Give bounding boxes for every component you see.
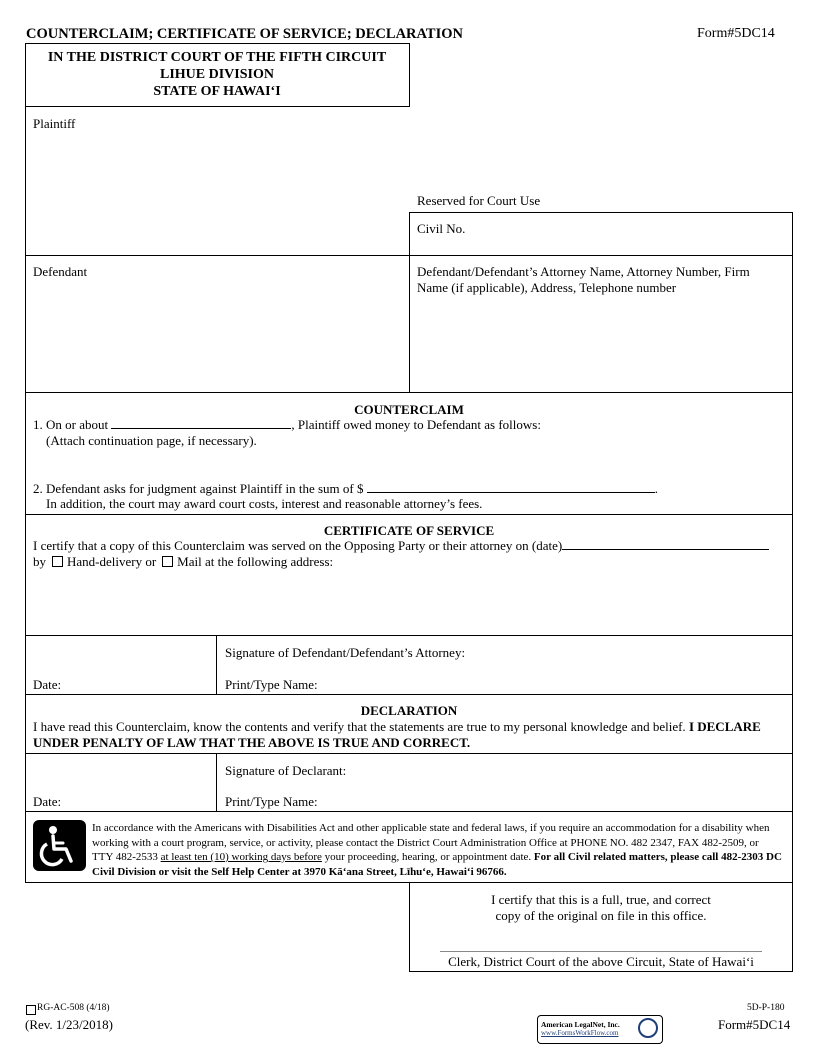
item2-note: In addition, the court may award court costs, interest and reasonable attorney’s fees. xyxy=(46,496,483,511)
court-line-3: STATE OF HAWAI‘I xyxy=(153,84,281,99)
hand-delivery-checkbox[interactable] xyxy=(52,556,63,567)
court-heading xyxy=(25,49,409,100)
defendant-label: Defendant xyxy=(33,264,88,279)
form-title: COUNTERCLAIM; CERTIFICATE OF SERVICE; DECLARATION xyxy=(26,26,463,42)
footer-code: 5D-P-180 xyxy=(747,1003,785,1013)
certificate-text: I certify that a copy of this Counterclaim was served on the Opposing Party or their attorney on (date) xyxy=(33,538,563,553)
left-border xyxy=(25,43,26,883)
service-method xyxy=(33,554,333,570)
counterclaim-heading: COUNTERCLAIM xyxy=(354,402,464,417)
item1-text-a: 1. On or about xyxy=(33,417,109,432)
item2-text-b: . xyxy=(654,481,658,496)
ada-notice: In accordance with the Americans with Disabilities Act and other applicable state and federal laws, if you require an accommodation for a disability when working with a court program, service, or activity, please contact the District Court Administration Office at PHONE NO. 482 2347, FAX 482-2509, or TTY 482-2533 at least ten (10) working days before your proceeding, hearing, or appointment date. For all Civil related matters, please call 482-2303 DC Civil Division or visit the Self Help Center at 3970 Kā‘ana Street, Līhu‘e, Hawai‘i 96766. xyxy=(92,822,782,878)
form-number-bottom: Form#5DC14 xyxy=(718,1017,791,1032)
attorney-info-label: Defendant/Defendant’s Attorney Name, Attorney Number, Firm Name (if applicable), Address, Telephone number xyxy=(417,264,750,295)
counterclaim-item-2 xyxy=(33,481,658,497)
clerk-signature-line xyxy=(440,951,762,952)
item1-text-b: , Plaintiff owed money to Defendant as follows: xyxy=(291,417,541,432)
declaration-print-name-label: Print/Type Name: xyxy=(225,794,318,809)
mail-label: Mail at the following address: xyxy=(177,554,334,569)
declaration-text: I have read this Counterclaim, know the contents and verify that the statements are true to my personal knowledge and belief. xyxy=(33,719,686,734)
clerk-certify-line-1: I certify that this is a full, true, and correct xyxy=(491,892,711,907)
right-border xyxy=(792,212,793,883)
rg-code-icon xyxy=(26,1005,36,1015)
civil-no-label: Civil No. xyxy=(417,221,466,236)
ada-underlined-text: at least ten (10) working days before xyxy=(160,851,322,863)
judgment-amount-field[interactable] xyxy=(367,492,655,493)
certificate-text-line xyxy=(33,538,769,554)
form-number-top: Form#5DC14 xyxy=(697,26,775,41)
rg-code: RG-AC-508 (4/18) xyxy=(37,1003,110,1013)
declaration-bold-text: I DECLARE UNDER PENALTY OF LAW THAT THE ABOVE IS TRUE AND CORRECT. xyxy=(33,719,761,750)
cert-print-name-label: Print/Type Name: xyxy=(225,677,318,692)
logo-line-1: American LegalNet, Inc. xyxy=(541,1020,620,1029)
certificate-heading: CERTIFICATE OF SERVICE xyxy=(323,523,495,538)
plaintiff-label: Plaintiff xyxy=(33,116,76,131)
logo-line-2[interactable]: www.FormsWorkFlow.com xyxy=(541,1029,619,1037)
court-line-1: IN THE DISTRICT COURT OF THE FIFTH CIRCUIT xyxy=(47,50,387,65)
declarant-signature-label: Signature of Declarant: xyxy=(225,763,347,778)
revision-date: (Rev. 1/23/2018) xyxy=(25,1017,113,1032)
ada-bold-text: For all Civil related matters, please call 482-2303 DC Civil Division or visit the Self Help Center at 3970 Kā‘ana Street, Līhu‘e, Hawai‘i 96766 xyxy=(92,851,782,878)
clerk-label: Clerk, District Court of the above Circuit, State of Hawai‘i xyxy=(448,954,754,969)
reserved-for-court-use: Reserved for Court Use xyxy=(417,193,541,208)
mail-checkbox[interactable] xyxy=(162,556,173,567)
cert-date-label: Date: xyxy=(33,677,62,692)
declaration-text-block xyxy=(33,719,785,751)
clerk-certify-line-2: copy of the original on file in this office. xyxy=(495,908,707,923)
item1-note: (Attach continuation page, if necessary). xyxy=(46,433,257,448)
hand-delivery-label: Hand-delivery or xyxy=(67,554,157,569)
legalnet-logo xyxy=(537,1015,663,1044)
ada-text-1: In accordance with the Americans with Disabilities Act and other applicable state and federal laws, if you require an accommodation for a disability when working with a court program, service, or activity, please contact the District Court Administration Office at PHONE NO. 482 2347, FAX 482-2509, or TTY 482-2533 xyxy=(92,822,770,863)
ada-text-2: your proceeding, hearing, or appointment date. xyxy=(324,851,532,863)
item2-text-a: 2. Defendant asks for judgment against Plaintiff in the sum of $ xyxy=(33,481,364,496)
by-label: by xyxy=(33,554,46,569)
declaration-date-label: Date: xyxy=(33,794,62,809)
globe-icon xyxy=(638,1018,658,1038)
cert-signature-label: Signature of Defendant/Defendant’s Attorney: xyxy=(225,645,466,660)
clerk-certify-text xyxy=(409,892,793,924)
date-owed-field[interactable] xyxy=(111,428,291,429)
wheelchair-icon xyxy=(33,820,86,871)
counterclaim-item-1 xyxy=(33,417,541,433)
declaration-heading: DECLARATION xyxy=(360,703,458,718)
service-date-field[interactable] xyxy=(562,549,769,550)
court-line-2: LIHUE DIVISION xyxy=(160,67,274,82)
